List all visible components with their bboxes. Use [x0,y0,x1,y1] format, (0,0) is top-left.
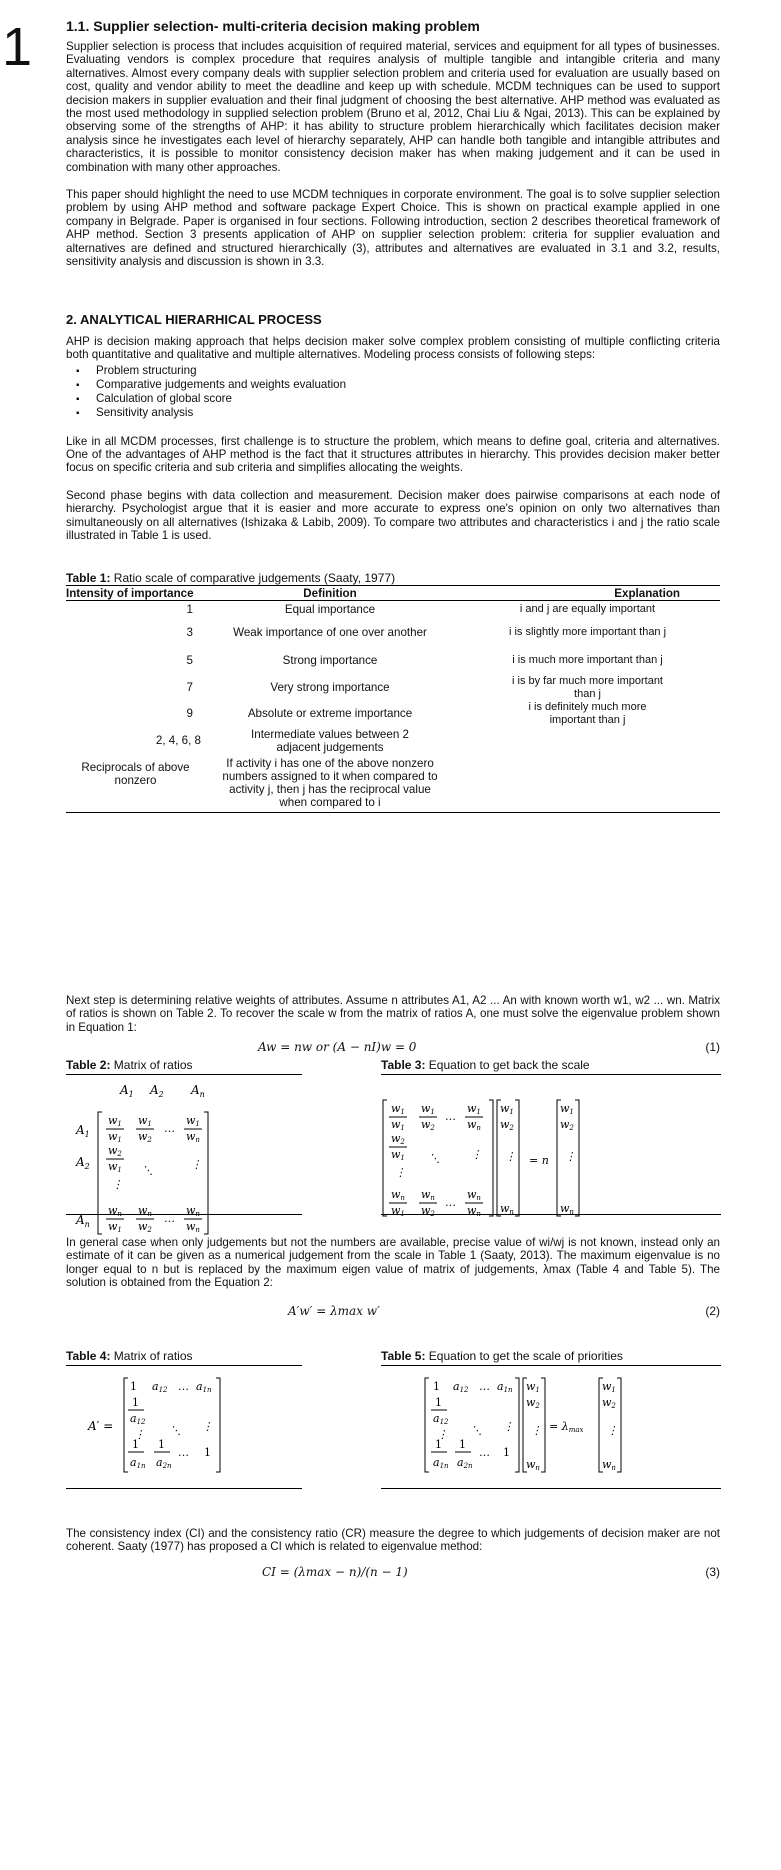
svg-text:An: $A_n$ [76,1213,90,1229]
svg-text:a1n: a1n [497,1380,513,1394]
svg-text:a1n: a1n [433,1456,449,1470]
column-header: Explanation [455,586,720,601]
svg-text:wn: wn [467,1188,481,1202]
svg-text:⋮: ⋮ [395,1166,406,1179]
svg-text:w2: w2 [560,1118,574,1132]
svg-text:w2: w2 [421,1118,435,1132]
svg-text:⋮: ⋮ [503,1420,514,1433]
svg-text:w1: w1 [108,1220,122,1234]
svg-text:1: 1 [433,1380,440,1393]
section-2-intro: AHP is decision making approach that helps decision maker solve complex problem consisting of multiple conflicting criteria both quantitative and qualitative and multiple alternatives. Modeling process consists of following steps: [66,335,720,362]
table-2-top-rule [66,1074,302,1075]
equation-1-text: Aw = nw or (A − nI)w = 0 [258,1040,417,1054]
svg-text:⋮: ⋮ [531,1424,542,1437]
svg-text:a2n: a2n [156,1456,172,1470]
table-2-caption: Table 2: Matrix of ratios [66,1058,193,1072]
svg-text:w1: w1 [467,1102,481,1116]
svg-text:w1: w1 [391,1148,405,1162]
svg-text:w2: w2 [421,1204,435,1218]
paragraph-structure: Like in all MCDM processes, first challenge is to structure the problem, which means to define goal, criteria and alternatives. One of the advantages of AHP method is the fact that it structures attributes in hierarchy. This provides decision maker better focus on specific criteria and sub criteria and simplifies allocating the weights. [66,434,720,475]
steps-list [66,364,720,421]
table-row: 2, 4, 6, 8 Intermediate values between 2 adjacent judgements [155,727,409,754]
table-1-caption: Table 1: Ratio scale of comparative judgements (Saaty, 1977) [66,571,396,585]
svg-text:⋱: ⋱ [142,1164,153,1177]
svg-text:A1: $A_1$ [76,1123,90,1139]
svg-text:…: … [445,1196,456,1209]
table-row: 7 Very strong importance i is by far much more important than j [186,674,663,700]
svg-text:= λmax: = λmax [549,1420,584,1434]
svg-text:⋮: ⋮ [191,1158,202,1171]
table-4-bottom-rule [66,1488,302,1489]
svg-text:= n: = n [529,1154,549,1167]
table-2-matrix [66,1078,302,1248]
equation-3 [66,1565,720,1585]
svg-text:w1: w1 [391,1102,405,1116]
equation-2-text: A′w′ = λmax w′ [288,1304,380,1318]
svg-text:…: … [164,1122,175,1135]
svg-text:…: … [445,1110,456,1123]
section-1-paragraph-1: Supplier selection is process that includes acquisition of required material, services and equipment for all types of businesses. Evaluating vendors is complex procedure that requires analysis of multiple tangible and intangible criteria and many alternatives. Almost every company deals with supplier selection problem and criteria used for evaluation are usually based on cost, quality and vendor ability to meet the deadline and keep up with schedule. MCDM techniques can be used to support decision makers in supplier evaluation and their final judgment of choosing the best alternative. AHP method was evaluated as the most used methodology in supplied selection problem (Bruno et al, 2012, Chai Liu & Ngai, 2013). This can be explained by observing some of the strengths of AHP: it has ability to structure problem hierarchically which facilitates decision maker analysis since he investigates each level of hierarchy separately, AHP can handle both tangible and intangible attributes and characteristics, it is possible to monitor consistency decision maker has when making judgement and it can be used in combination with many other approaches. [66,40,720,174]
svg-text:w1: w1 [108,1160,122,1174]
table-1 [66,571,720,813]
svg-text:⋮: ⋮ [565,1150,576,1163]
svg-text:a1n: a1n [130,1456,146,1470]
table-4-top-rule [66,1365,302,1366]
svg-text:…: … [178,1380,189,1393]
svg-text:a1n: a1n [196,1380,212,1394]
svg-text:a12: a12 [453,1380,469,1394]
table-4-matrix [66,1370,302,1480]
svg-text:wn: wn [526,1458,540,1472]
page-number: 1 [2,17,33,77]
table-row: 5 Strong importance i is much more important than j [186,654,663,667]
svg-text:wn: wn [560,1202,574,1216]
svg-text:w1: w1 [108,1130,122,1144]
equation-2-number: (2) [705,1304,720,1318]
svg-text:⋮: ⋮ [607,1424,618,1437]
svg-text:⋱: ⋱ [471,1424,482,1437]
svg-text:1: 1 [204,1446,211,1459]
svg-text:w1: w1 [391,1118,405,1132]
svg-text:⋮: ⋮ [437,1428,448,1441]
svg-text:…: … [164,1212,175,1225]
svg-text:An: $A_n$ [191,1083,205,1099]
svg-text:wn: wn [186,1130,200,1144]
svg-text:wn: wn [138,1204,152,1218]
svg-text:1: 1 [130,1380,137,1393]
section-1-title: 1.1. Supplier selection- multi-criteria decision making problem [66,18,480,34]
svg-text:1: 1 [503,1446,510,1459]
column-header: Intensity of importance [66,586,205,601]
svg-text:w1: w1 [391,1204,405,1218]
svg-text:w2: w2 [391,1132,405,1146]
svg-text:…: … [178,1446,189,1459]
svg-text:w2: w2 [500,1118,514,1132]
table-2-bottom-rule [66,1214,302,1215]
svg-text:w1: w1 [421,1102,435,1116]
svg-text:a12: a12 [433,1412,449,1426]
svg-text:A′ =: A′ = [88,1419,114,1433]
table-5-matrix [381,1370,721,1480]
svg-text:wn: wn [421,1188,435,1202]
paragraph-general-case: In general case when only judgements but not the numbers are available, precise value of wi/wj is not known, instead only an estimate of it can be given as a numerical judgement from the scale in Table 1 (Saaty, 2013). The maximum eigenvalue is no longer equal to n but is replaced by the maximum eigen value of matrix of judgements, λmax (Table 4 and Table 5). The solution is obtained from the Equation 2: [66,1236,720,1290]
svg-text:w1: w1 [500,1102,514,1116]
svg-text:1: 1 [132,1438,139,1451]
svg-text:A2: $A_2$ [150,1083,164,1099]
table-4-caption: Table 4: Matrix of ratios [66,1349,193,1363]
table-5-top-rule [381,1365,721,1366]
svg-text:…: … [479,1380,490,1393]
svg-text:1: 1 [435,1396,442,1409]
table-row: 9 Absolute or extreme importance i is definitely much more important than j [186,700,647,726]
svg-text:⋮: ⋮ [471,1148,482,1161]
svg-text:w1: w1 [526,1380,540,1394]
equation-1-number: (1) [705,1040,720,1054]
svg-text:w1: w1 [560,1102,574,1116]
svg-text:A1: $A_1$ [120,1083,134,1099]
column-header: Definition [205,586,455,601]
table-3-bottom-rule [381,1214,721,1215]
table-row: 1 Equal importance i and j are equally important [186,603,656,617]
section-1-paragraph-2: This paper should highlight the need to use MCDM techniques in corporate environment. The goal is to solve supplier selection problem by using AHP method and software package Expert Choice. This is shown on practical example applied in one company in Belgrade. Paper is organised in four sections. Following introduction, section 2 describes theoretical framework of AHP method. Section 3 presents application of AHP on supplier selection problem: criteria for supplier evaluation and alternatives are defined and structured hierarchically (3), attributes and alternatives are evaluated in 3.1 and 3.2, results, sensitivity analysis and discussion is shown in 3.3. [66,188,720,269]
svg-text:1: 1 [459,1438,466,1451]
svg-text:A2: $A_2$ [76,1155,90,1171]
svg-text:wn: wn [186,1204,200,1218]
table-row: Reciprocals of above nonzero If activity i has one of the above nonzero numbers assigned to it when compared to activity j, then j has the reciprocal value when compared to i [66,755,720,813]
equation-3-text: CI = (λmax − n)/(n − 1) [262,1565,408,1579]
svg-text:w1: w1 [186,1114,200,1128]
list-item: ▪ Comparative judgements and weights evaluation [76,378,720,392]
svg-text:…: … [479,1446,490,1459]
svg-text:⋱: ⋱ [429,1152,440,1165]
svg-text:a12: a12 [152,1380,168,1394]
equation-3-number: (3) [705,1565,720,1579]
svg-text:a12: a12 [130,1412,146,1426]
svg-text:w2: w2 [138,1130,152,1144]
table-5-bottom-rule [381,1488,721,1489]
svg-text:⋮: ⋮ [112,1178,123,1191]
svg-text:1: 1 [132,1396,139,1409]
svg-text:⋮: ⋮ [202,1420,213,1433]
svg-text:w2: w2 [602,1396,616,1410]
svg-text:⋱: ⋱ [170,1424,181,1437]
svg-text:wn: wn [500,1202,514,1216]
paragraph-second-phase: Second phase begins with data collection and measurement. Decision maker does pairwise comparisons at each node of hierarchy. Psychologist argue that it is easier and more accurate to express one's opinion on only two alternatives than simultaneously on all alternatives (Ishizaka & Labib, 2009). To compare two attributes and characteristics i and j the ratio scale illustrated in Table 1 is used. [66,488,720,543]
svg-text:w1: w1 [108,1114,122,1128]
svg-text:w1: w1 [138,1114,152,1128]
svg-text:wn: wn [186,1220,200,1234]
svg-text:wn: wn [602,1458,616,1472]
svg-text:wn: wn [391,1188,405,1202]
svg-text:⋮: ⋮ [134,1428,145,1441]
svg-text:w2: w2 [526,1396,540,1410]
paragraph-consistency: The consistency index (CI) and the consistency ratio (CR) measure the degree to which judgements of decision maker are not coherent. Saaty (1977) has proposed a CI which is related to eigenvalue method: [66,1527,720,1554]
list-item: ▪ Problem structuring [76,364,720,378]
list-item: ▪ Calculation of global score [76,392,720,406]
svg-text:wn: wn [467,1204,481,1218]
paragraph-eigenvalue: Next step is determining relative weights of attributes. Assume n attributes A1, A2 ... An with known worth w1, w2 ... wn. Matrix of ratios is shown on Table 2. To recover the scale w from the matrix of ratios A, one must solve the eigenvalue problem shown in Equation 1: [66,994,720,1034]
table-5-caption: Table 5: Equation to get the scale of priorities [381,1349,623,1363]
table-3-caption: Table 3: Equation to get back the scale [381,1058,590,1072]
svg-text:wn: wn [467,1118,481,1132]
svg-text:wn: wn [108,1204,122,1218]
table-3-matrix [381,1078,721,1248]
svg-text:a2n: a2n [457,1456,473,1470]
svg-text:1: 1 [435,1438,442,1451]
table-row: 3 Weak importance of one over another i is slightly more important than j [186,626,667,639]
section-2-title: 2. ANALYTICAL HIERARHICAL PROCESS [66,312,322,327]
list-item: ▪ Sensitivity analysis [76,406,720,420]
equation-2 [66,1304,720,1320]
svg-text:w2: w2 [138,1220,152,1234]
table-3-top-rule [381,1074,721,1075]
equation-1 [66,1040,720,1056]
svg-text:⋮: ⋮ [505,1150,516,1163]
svg-text:w1: w1 [602,1380,616,1394]
svg-text:1: 1 [158,1438,165,1451]
svg-text:w2: w2 [108,1144,122,1158]
